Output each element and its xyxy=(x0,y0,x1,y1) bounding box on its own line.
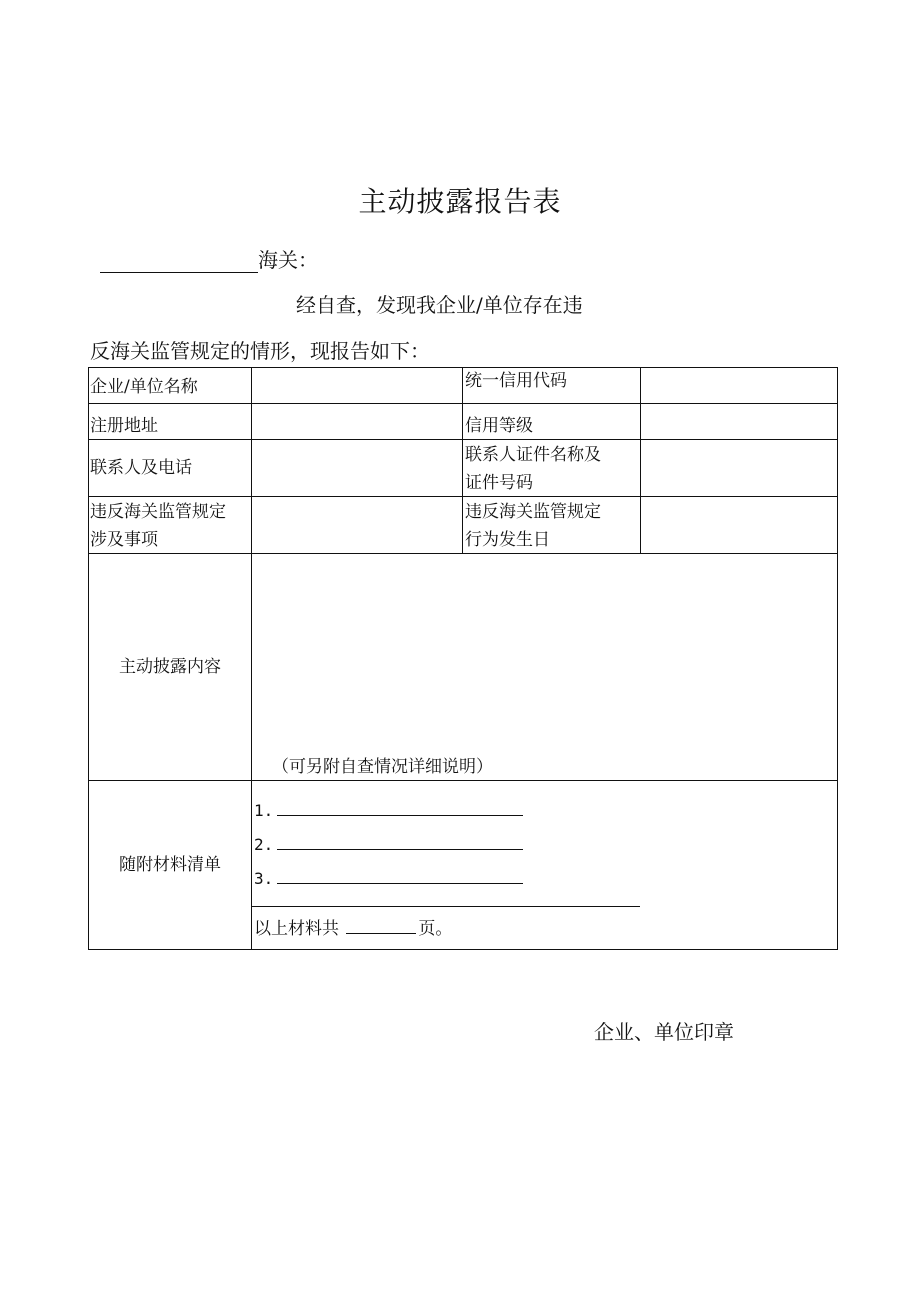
attachments-label: 随附材料清单 xyxy=(119,855,221,875)
attachment-blank-1[interactable] xyxy=(277,801,523,816)
violation-items-label xyxy=(90,498,226,554)
violation-date-field[interactable] xyxy=(642,498,836,552)
violation-date-label xyxy=(465,498,601,554)
contact-id-label-line2: 证件号码 xyxy=(465,473,533,493)
attachment-number-3: 3. xyxy=(254,869,274,888)
violation-date-label-line2: 行为发生日 xyxy=(465,530,550,550)
contact-id-field[interactable] xyxy=(642,441,836,495)
credit-level-label: 信用等级 xyxy=(465,416,533,436)
table-border-top xyxy=(88,367,838,368)
credit-level-field[interactable] xyxy=(642,405,836,438)
address-label: 注册地址 xyxy=(90,416,158,436)
attachments-separator xyxy=(252,906,640,907)
intro-line-1: 经自查，发现我企业/单位存在违 xyxy=(296,293,583,317)
contact-field[interactable] xyxy=(253,441,461,495)
pages-suffix: 页。 xyxy=(418,919,453,939)
contact-label: 联系人及电话 xyxy=(90,458,192,478)
pages-blank[interactable] xyxy=(346,919,416,934)
pages-prefix: 以上材料共 xyxy=(254,919,339,939)
attachment-number-1: 1. xyxy=(254,801,274,820)
customs-addressee xyxy=(100,244,318,273)
attachment-blank-2[interactable] xyxy=(277,835,523,850)
col-divider xyxy=(251,367,252,950)
table-border-bottom xyxy=(88,949,838,950)
disclosure-content-field[interactable] xyxy=(253,555,836,745)
seal-label: 企业、单位印章 xyxy=(594,1020,734,1044)
attachment-number-2: 2. xyxy=(254,835,274,854)
col-divider xyxy=(640,367,641,554)
disclosure-label: 主动披露内容 xyxy=(119,657,221,677)
violation-items-label-line2: 涉及事项 xyxy=(90,530,158,550)
table-border-right xyxy=(837,367,838,950)
attachment-line-1[interactable] xyxy=(254,801,523,820)
attachment-page-count xyxy=(254,914,452,939)
credit-code-field[interactable] xyxy=(642,369,836,402)
company-name-field[interactable] xyxy=(253,369,461,402)
col-divider xyxy=(462,367,463,554)
credit-code-label: 统一信用代码 xyxy=(465,371,567,391)
violation-items-field[interactable] xyxy=(253,498,461,552)
violation-date-label-line1: 违反海关监管规定 xyxy=(465,502,601,522)
row-divider xyxy=(88,439,838,440)
violation-items-label-line1: 违反海关监管规定 xyxy=(90,502,226,522)
contact-id-label-line1: 联系人证件名称及 xyxy=(465,445,601,465)
address-field[interactable] xyxy=(253,405,461,438)
row-divider xyxy=(88,496,838,497)
intro-line-2: 反海关监管规定的情形，现报告如下： xyxy=(90,339,430,363)
attachment-line-3[interactable] xyxy=(254,869,523,888)
attachment-blank-3[interactable] xyxy=(277,869,523,884)
contact-id-label xyxy=(465,441,601,497)
customs-suffix: 海关： xyxy=(258,248,318,272)
company-name-label: 企业/单位名称 xyxy=(90,377,198,397)
page-title: 主动披露报告表 xyxy=(358,185,562,218)
customs-name-blank[interactable] xyxy=(100,250,258,273)
attachment-line-2[interactable] xyxy=(254,835,523,854)
row-divider xyxy=(88,403,838,404)
disclosure-note: （可另附自查情况详细说明） xyxy=(272,757,493,777)
